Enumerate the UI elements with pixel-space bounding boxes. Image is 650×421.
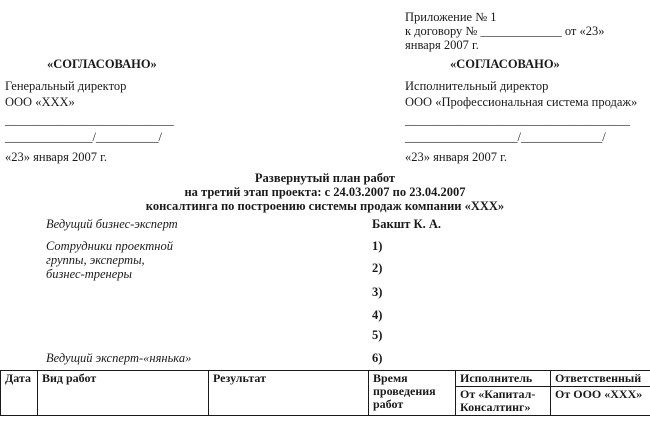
col-date-header: Дата [1,371,38,416]
staff-number-5: 5) [372,328,383,342]
plan-subject: консалтинга по построению системы продаж компании «XXX» [145,199,505,213]
left-blank-line: ___________________________ [5,113,174,127]
appendix-line-3: января 2007 г. [405,38,479,52]
col-time-line-1: Время [373,371,408,385]
nanny-expert-label: Ведущий эксперт-«нянька» [46,351,192,365]
right-approval-date: «23» января 2007 г. [405,150,507,164]
responsible-subheader: От ООО «XXX» [551,387,650,416]
plan-title: Развернутый план работ [254,171,396,185]
lead-expert-value: Бакшт К. А. [372,217,442,231]
col-time-header [369,371,456,416]
right-director-position: Исполнительный директор [405,79,549,93]
table-header-row [1,371,650,387]
left-signature-line: ______________/__________/ [5,130,162,144]
staff-label-line-2: группы, эксперты, [46,253,145,267]
plan-stage: на третий этап проекта: с 24.03.2007 по 23.04.2007 [184,185,466,199]
col-result-header: Результат [209,371,369,416]
staff-label-line-1: Сотрудники проектной [46,239,174,253]
col-time-line-3: работ [373,397,404,411]
left-company-name: ООО «XXX» [5,95,75,109]
right-company-name: ООО «Профессиональная система продаж» [405,95,638,109]
staff-number-4: 4) [372,308,383,322]
right-approval-title: «СОГЛАСОВАНО» [450,57,560,71]
staff-number-6: 6) [372,351,383,365]
staff-number-3: 3) [372,285,383,299]
appendix-line-1: Приложение № 1 [405,10,497,24]
executor-subheader [456,387,551,416]
executor-sub-line-2: Консалтинг» [460,400,531,414]
staff-number-1: 1) [372,239,383,253]
work-plan-table [0,370,650,416]
staff-number-2: 2) [372,261,383,275]
lead-expert-label: Ведущий бизнес-эксперт [46,217,178,231]
executor-sub-line-1: От «Капитал- [460,387,536,401]
col-responsible-header: Ответственный [551,371,650,387]
left-approval-title: «СОГЛАСОВАНО» [47,57,157,71]
col-work-type-header: Вид работ [38,371,209,416]
col-executor-header: Исполнитель [456,371,551,387]
col-time-line-2: проведения [373,384,436,398]
left-approval-date: «23» января 2007 г. [5,150,107,164]
staff-label-line-3: бизнес-тренеры [46,267,132,281]
right-signature-line: __________________/_____________/ [405,130,606,144]
appendix-line-2: к договору № _____________ от «23» [405,24,605,38]
right-blank-line: ____________________________________ [405,113,630,127]
left-director-position: Генеральный директор [5,79,127,93]
